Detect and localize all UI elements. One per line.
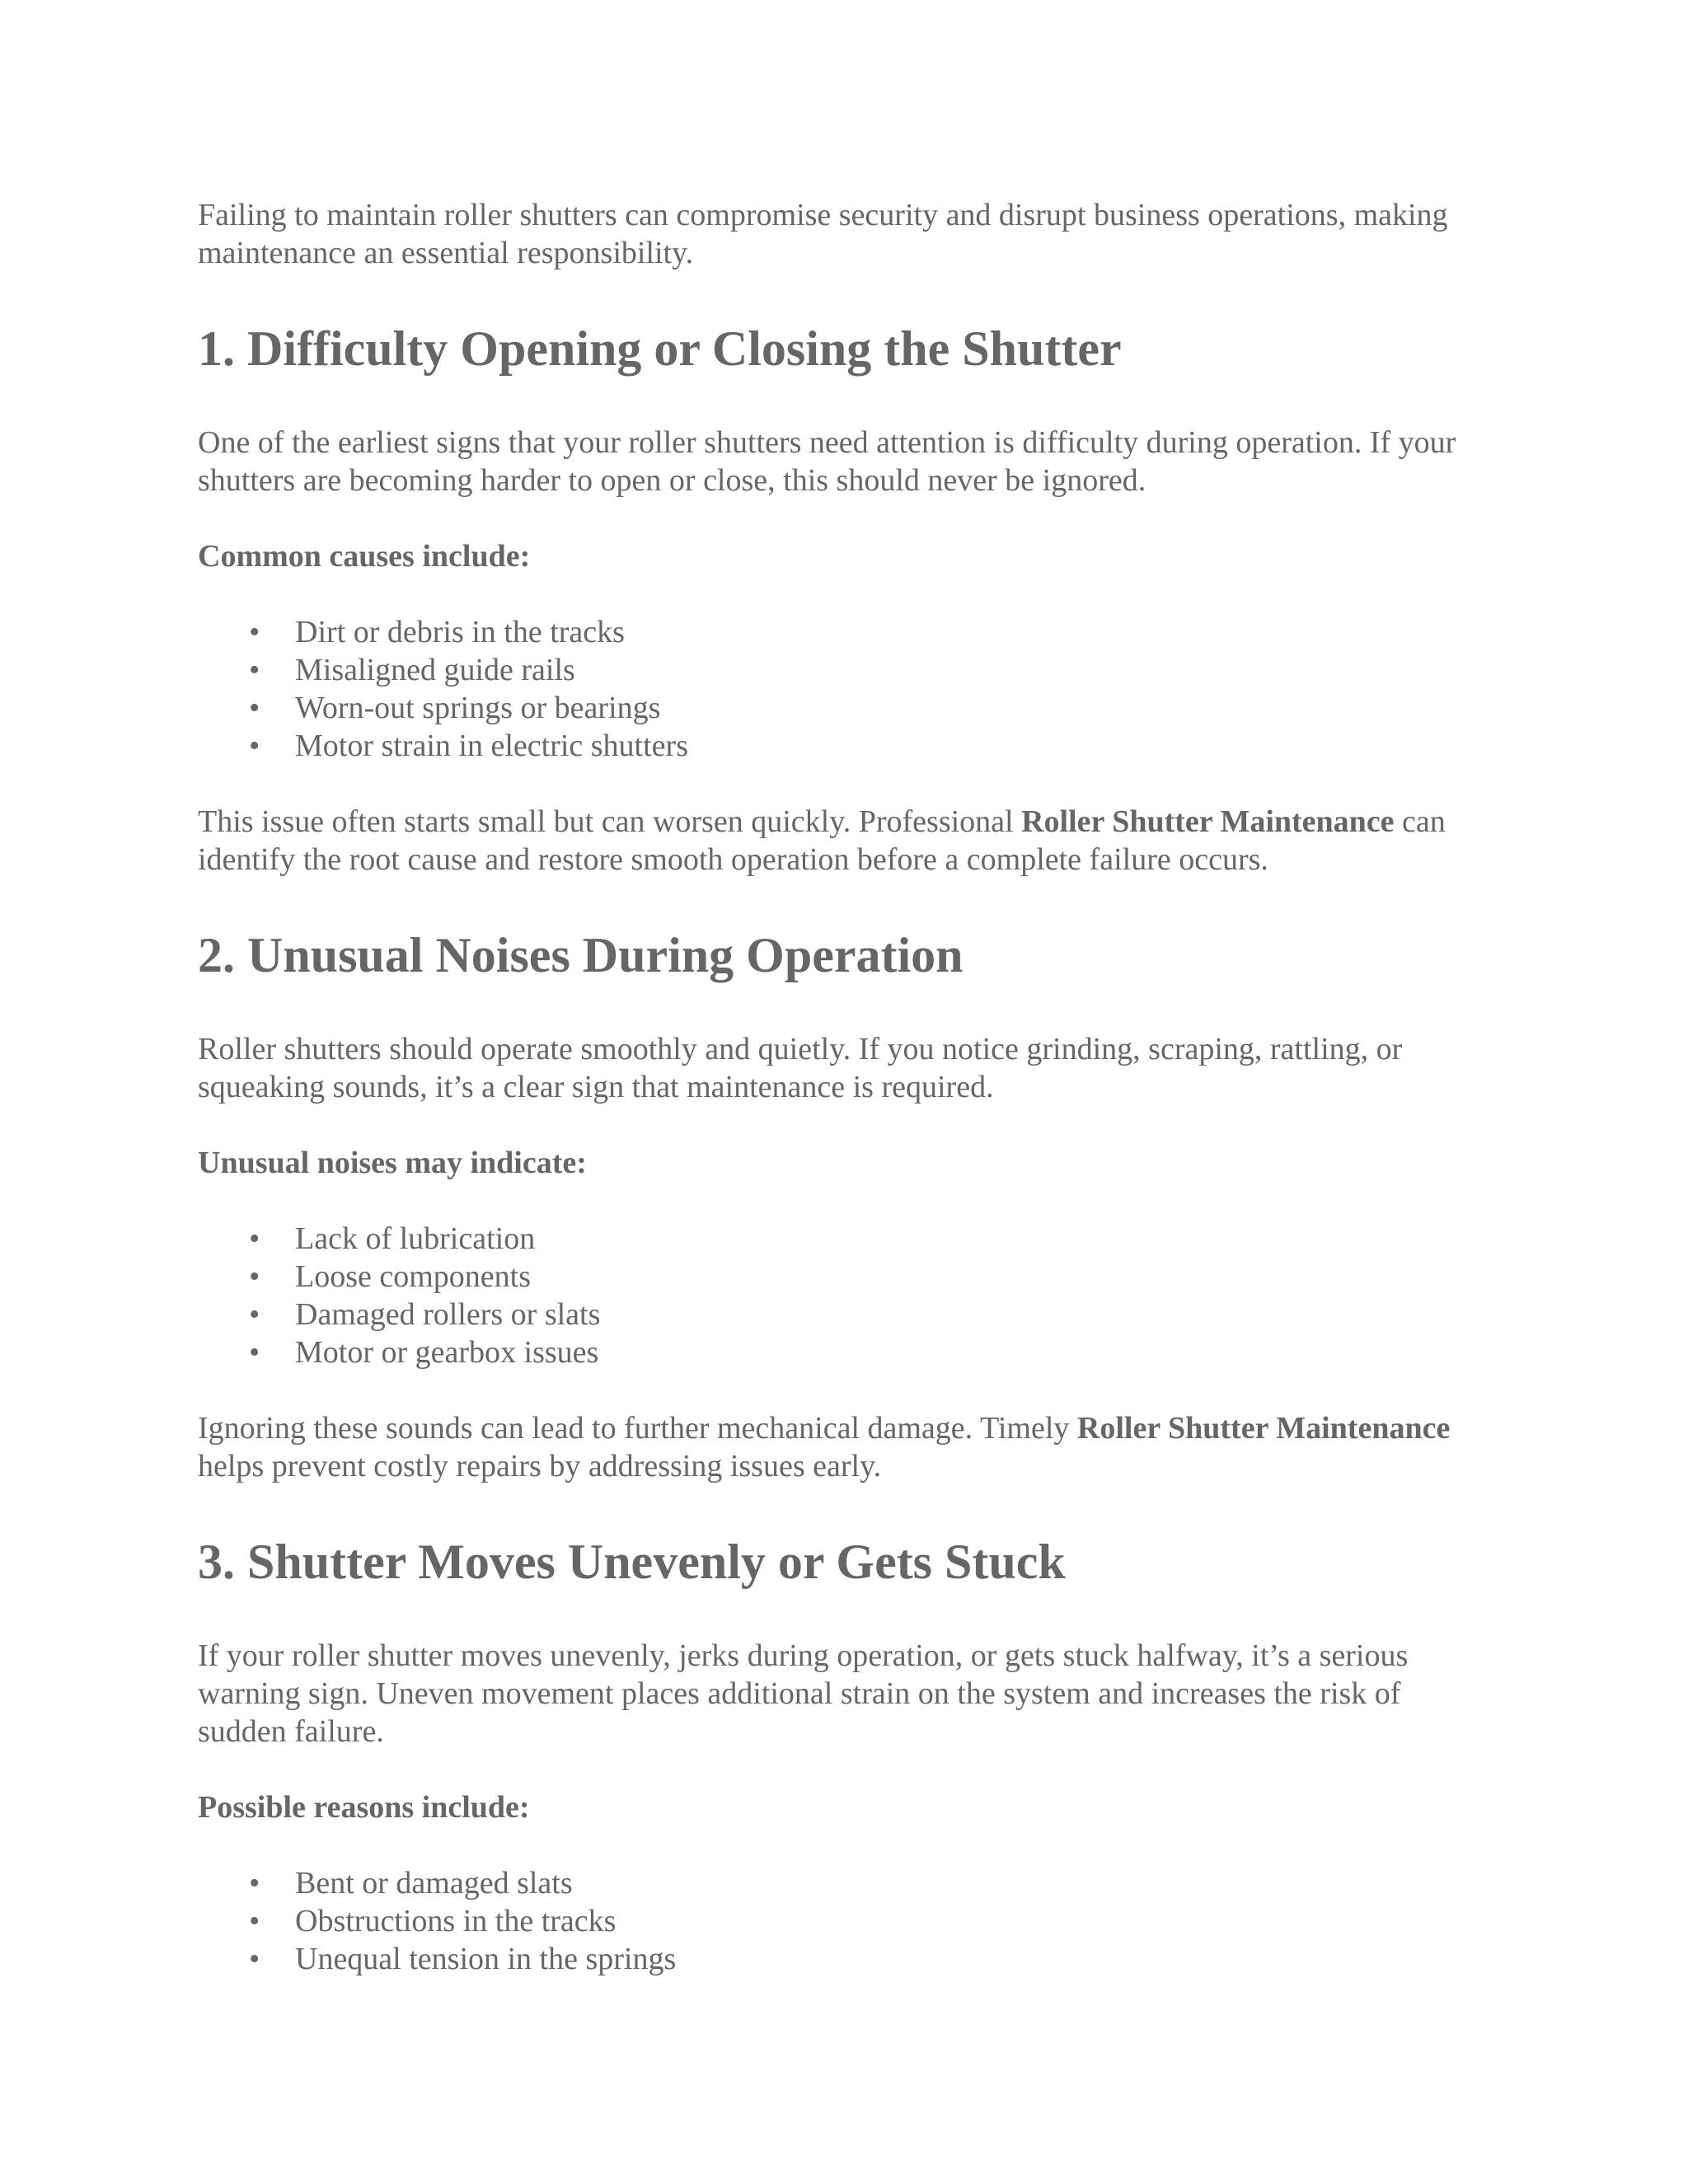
- section-heading: 2. Unusual Noises During Operation: [198, 928, 964, 982]
- closing-text: helps prevent costly repairs by addressing issues early.: [198, 1449, 882, 1483]
- list-item: [198, 689, 1492, 727]
- section-heading: 1. Difficulty Opening or Closing the Shutter: [198, 321, 1122, 376]
- list-label: Possible reasons include:: [198, 1790, 530, 1825]
- bullet-icon: •: [249, 653, 260, 687]
- list-item-text: Lack of lubrication: [295, 1221, 536, 1256]
- list-item: [198, 1333, 1492, 1371]
- list-item-text: Loose components: [295, 1259, 532, 1294]
- bullet-icon: •: [249, 1942, 260, 1976]
- list-item-text: Worn-out springs or bearings: [295, 691, 661, 725]
- section-3: [198, 1533, 1492, 1978]
- list-item: [198, 613, 1492, 651]
- bullet-icon: •: [249, 1297, 260, 1332]
- section-heading: 3. Shutter Moves Unevenly or Gets Stuck: [198, 1535, 1066, 1589]
- list-item-text: Damaged rollers or slats: [295, 1297, 601, 1332]
- bullet-list: [198, 1220, 1492, 1371]
- list-item: [198, 727, 1492, 765]
- list-item-text: Motor strain in electric shutters: [295, 729, 688, 763]
- list-item-text: Unequal tension in the springs: [295, 1942, 677, 1976]
- list-label: Common causes include:: [198, 539, 531, 574]
- bullet-icon: •: [249, 1221, 260, 1256]
- intro-paragraph: Failing to maintain roller shutters can compromise security and disrupt business operations, making maintenance an essential responsibility.: [198, 198, 1448, 270]
- bullet-icon: •: [249, 1866, 260, 1900]
- list-item-text: Motor or gearbox issues: [295, 1335, 599, 1370]
- closing-emphasis: Roller Shutter Maintenance: [1076, 1411, 1451, 1446]
- bullet-icon: •: [249, 1904, 260, 1938]
- closing-paragraph: [198, 803, 1492, 879]
- bullet-list: [198, 1864, 1492, 1978]
- section-paragraph: Roller shutters should operate smoothly and quietly. If you notice grinding, scraping, rattling, or squeaking sounds, it’s a clear sign that maintenance is required.: [198, 1032, 1403, 1104]
- closing-emphasis: Roller Shutter Maintenance: [1021, 804, 1395, 839]
- list-item: [198, 651, 1492, 689]
- section-2: [198, 926, 1492, 1485]
- section-paragraph: One of the earliest signs that your roller shutters need attention is difficulty during operation. If your shutters are becoming harder to open or close, this should never be ignored.: [198, 425, 1456, 498]
- list-item: [198, 1902, 1492, 1940]
- list-item: [198, 1940, 1492, 1978]
- closing-text: This issue often starts small but can worsen quickly. Professional: [198, 804, 1022, 839]
- list-item: [198, 1864, 1492, 1902]
- bullet-icon: •: [249, 1335, 260, 1370]
- list-item: [198, 1258, 1492, 1296]
- list-item-text: Obstructions in the tracks: [295, 1904, 617, 1938]
- closing-paragraph: [198, 1409, 1492, 1485]
- bullet-icon: •: [249, 1259, 260, 1294]
- section-1: [198, 320, 1492, 879]
- closing-text: Ignoring these sounds can lead to further mechanical damage. Timely: [198, 1411, 1077, 1446]
- list-item: [198, 1220, 1492, 1258]
- section-paragraph: If your roller shutter moves unevenly, jerks during operation, or gets stuck halfway, it’s a serious warning sign. Uneven movement places additional strain on the system and increases the risk of sudden failure.: [198, 1638, 1409, 1749]
- list-label: Unusual noises may indicate:: [198, 1146, 587, 1180]
- list-item-text: Misaligned guide rails: [295, 653, 575, 687]
- list-item-text: Bent or damaged slats: [295, 1866, 573, 1900]
- document-page: [198, 196, 1492, 2016]
- list-item-text: Dirt or debris in the tracks: [295, 615, 625, 649]
- bullet-icon: •: [249, 615, 260, 649]
- closing-text: can identify the root cause and restore smooth operation before a complete failure occurs.: [198, 804, 1446, 877]
- bullet-list: [198, 613, 1492, 765]
- bullet-icon: •: [249, 691, 260, 725]
- list-item: [198, 1296, 1492, 1333]
- bullet-icon: •: [249, 729, 260, 763]
